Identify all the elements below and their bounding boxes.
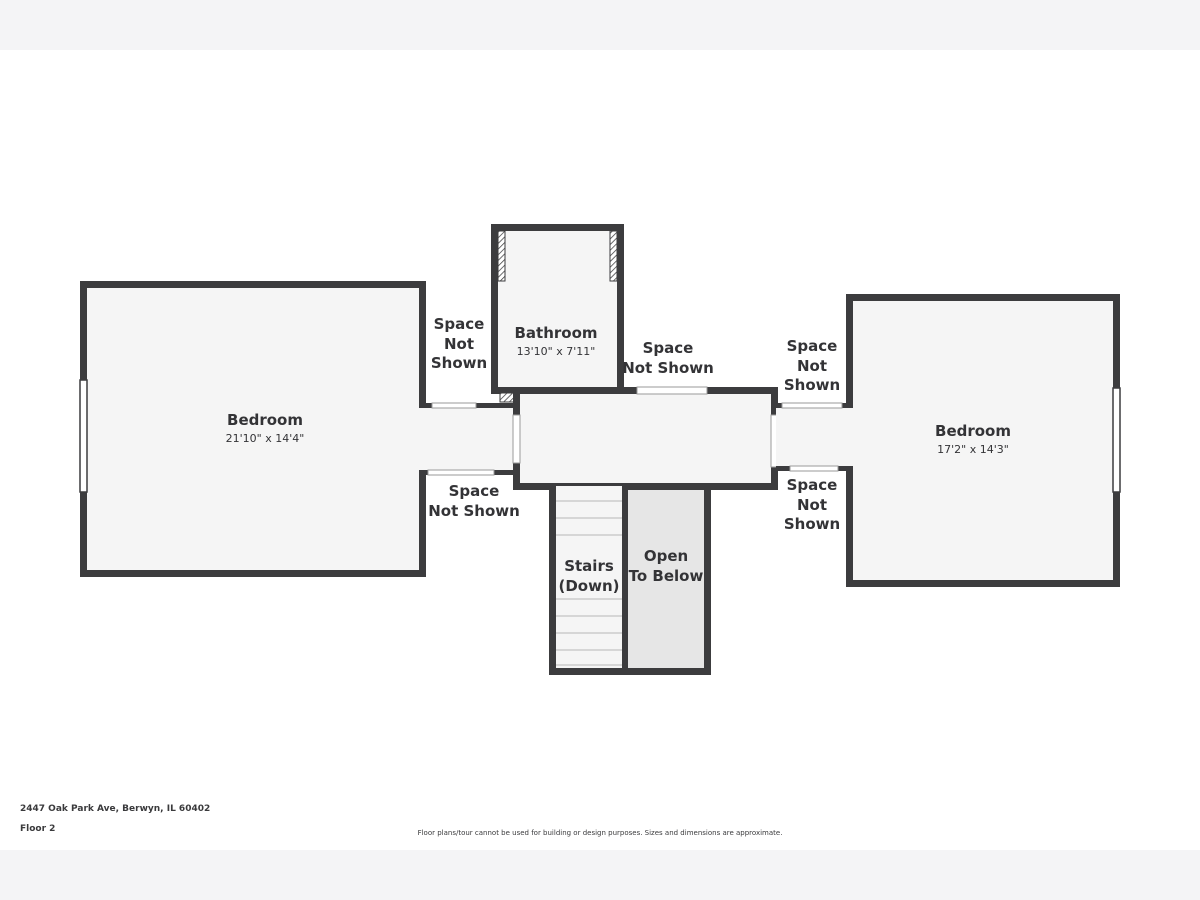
space-not-shown-line: Not [796,495,828,514]
bathroom-chase [500,393,514,402]
door-bottom-right [790,466,838,471]
space-not-shown-top-center [622,339,714,378]
space-not-shown-line: Shown [783,515,841,533]
open-below-line2: To Below [628,566,704,585]
floor-label: Floor 2 [20,824,56,834]
stairs-label-line1: Stairs [564,557,614,575]
space-not-shown-line: Space [448,482,500,500]
bedroom-left-label: Bedroom [227,411,303,429]
space-not-shown-line: Not Shown [428,501,520,520]
left-corridor [419,403,519,475]
bedroom-left-dimensions: 21'10" x 14'4" [225,432,305,445]
space-not-shown-line: Space [786,337,838,355]
space-not-shown-top-left [431,315,487,374]
space-not-shown-line: Shown [783,376,841,394]
right-window [1113,388,1120,492]
bathroom-fixture-left [498,231,505,281]
door-top-right [782,403,842,408]
door-hall-top [637,387,707,394]
space-not-shown-line: Shown [430,354,488,372]
left-window [80,380,87,492]
space-not-shown-line: Not Shown [622,358,714,377]
space-not-shown-line: Not [443,334,475,353]
open-below-line1: Open [643,547,689,565]
space-not-shown-line: Not [796,356,828,375]
central-hall [513,387,778,490]
door-hall-left [513,415,520,463]
space-not-shown-line: Space [642,339,694,357]
space-not-shown-top-right [784,337,840,396]
space-not-shown-line: Space [433,315,485,333]
bedroom-right-label: Bedroom [935,422,1011,440]
bathroom-dimensions: 13'10" x 7'11" [516,345,596,358]
property-address: 2447 Oak Park Ave, Berwyn, IL 60402 [20,804,211,814]
space-not-shown-line: Space [786,476,838,494]
disclaimer-text: Floor plans/tour cannot be used for building or design purposes. Sizes and dimensions are approximate. [417,829,783,837]
space-not-shown-bottom-left [428,482,520,521]
right-corridor [776,403,854,471]
bathroom-fixture-right [610,231,617,281]
open-below-label [629,547,704,586]
bedroom-right-dimensions: 17'2" x 14'3" [937,443,1009,456]
space-not-shown-bottom-right [784,476,840,535]
bathroom-shape [491,224,624,402]
stairs-label-line2: (Down) [558,576,620,595]
bathroom-label: Bathroom [514,324,598,342]
stairs-label [558,557,619,596]
